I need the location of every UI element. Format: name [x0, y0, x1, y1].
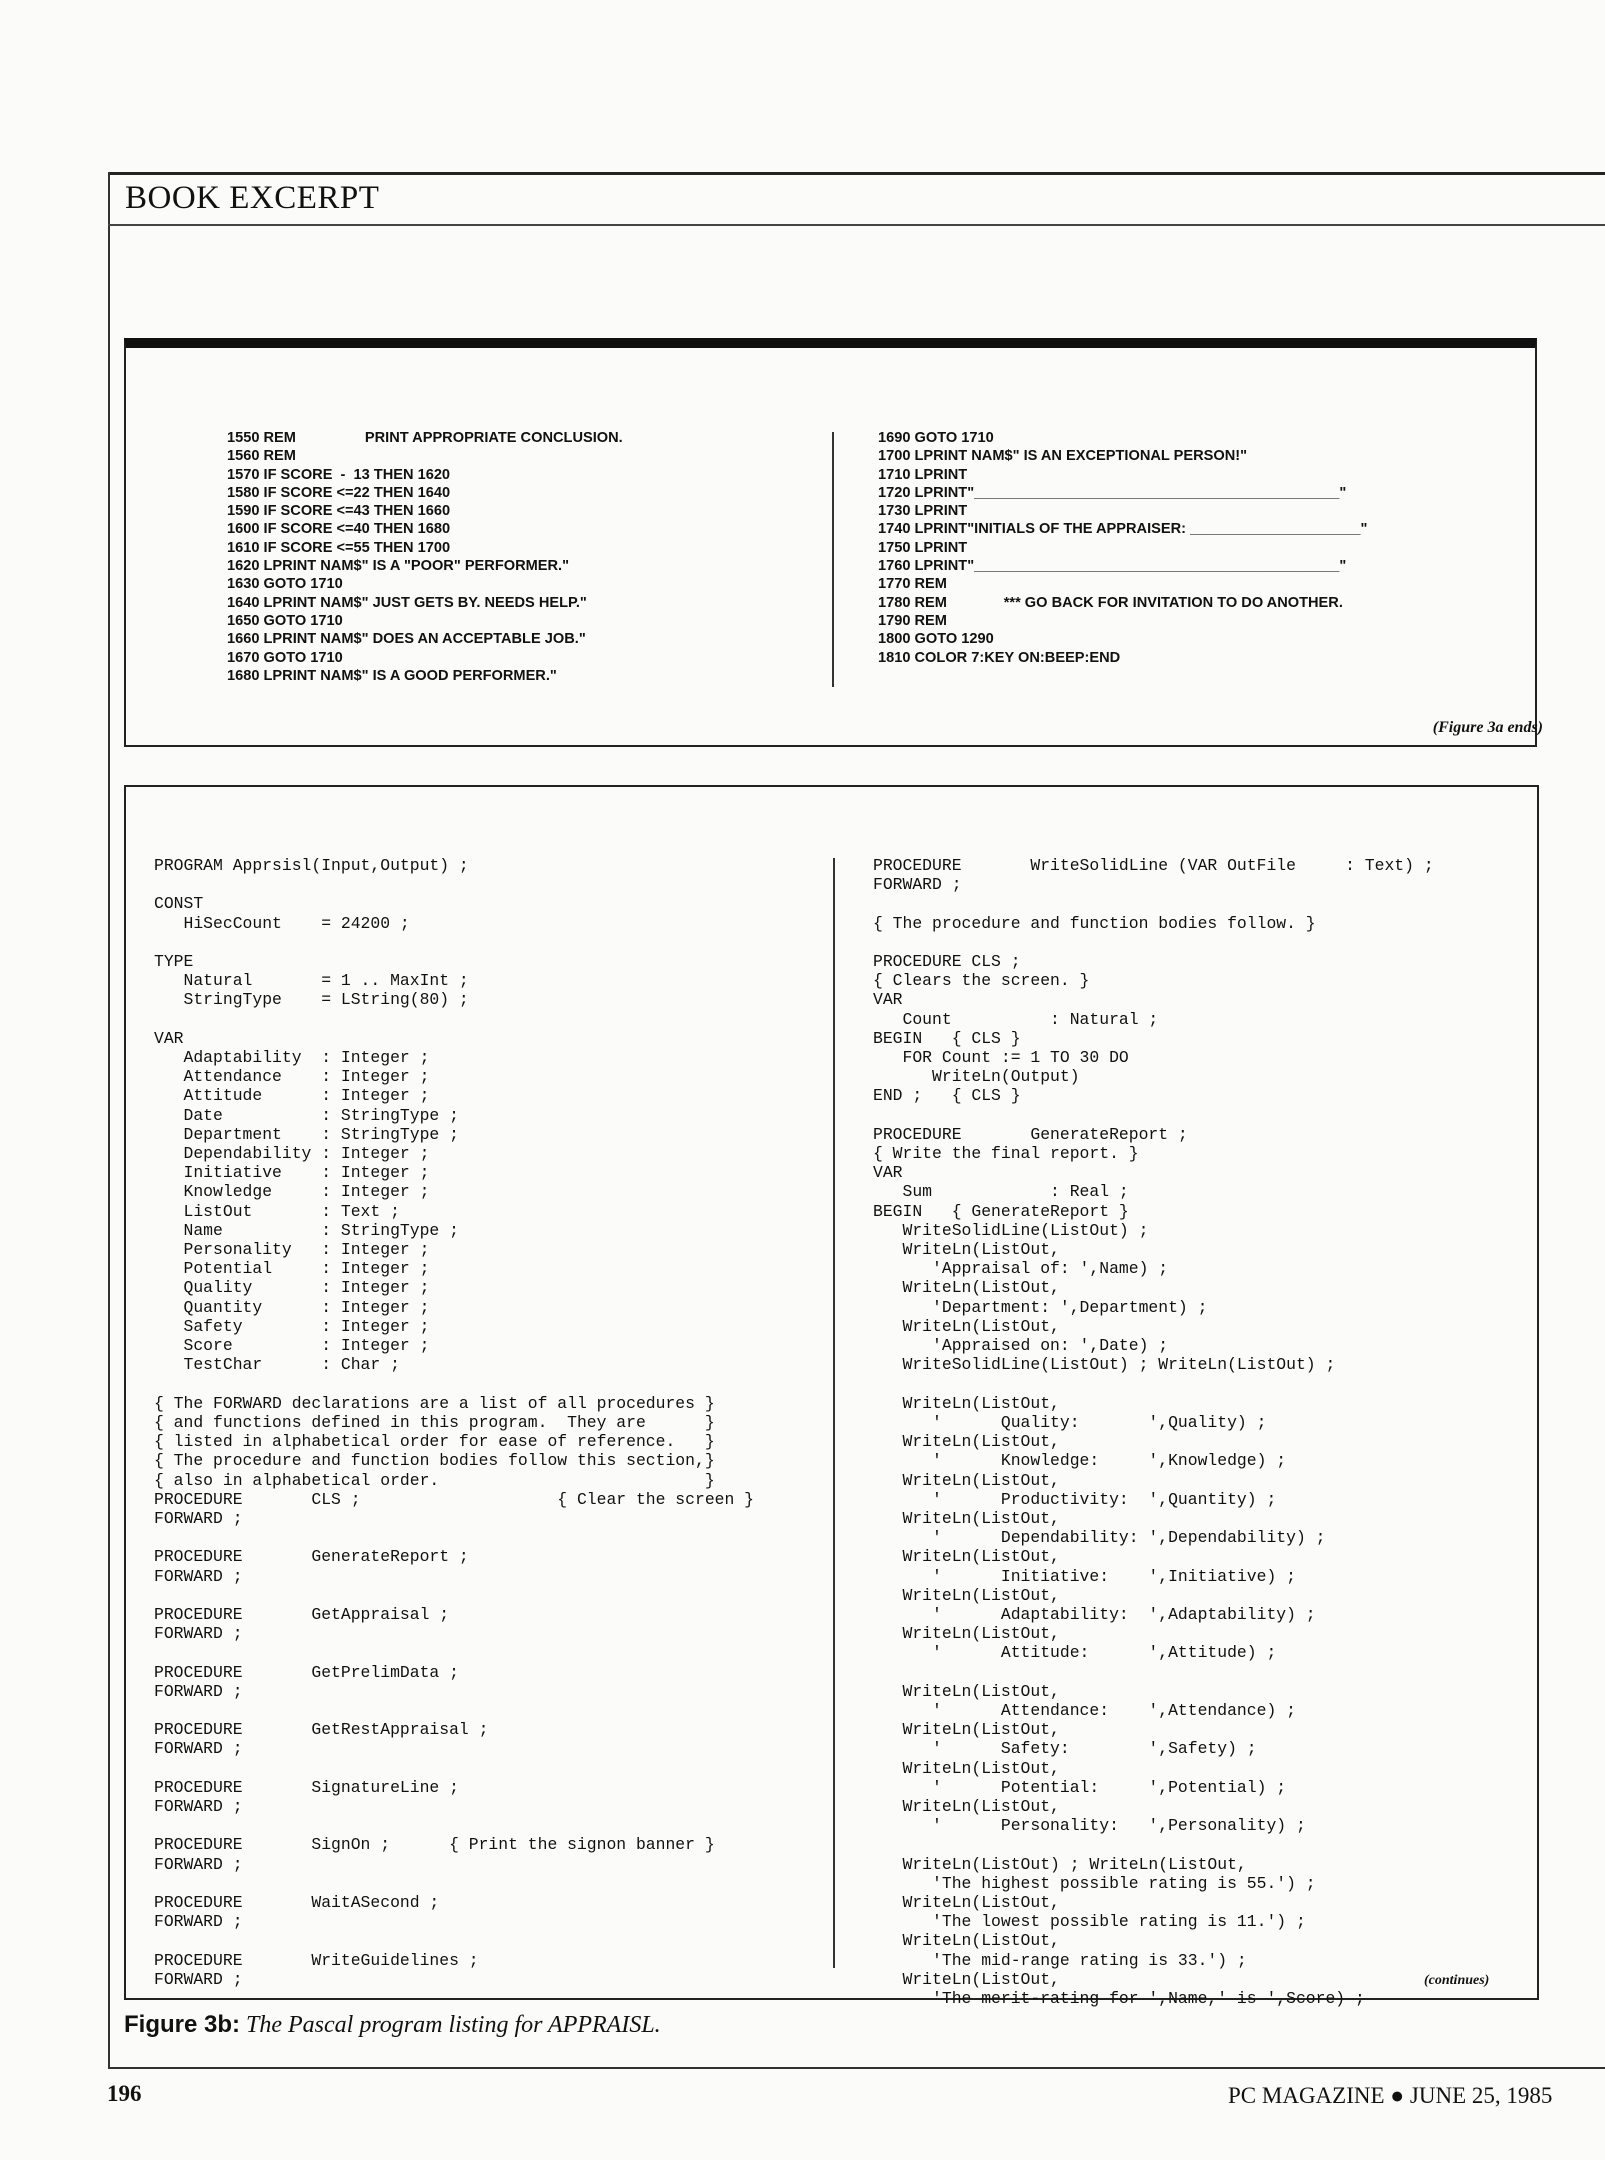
figure-caption-label: Figure 3b: — [124, 2011, 241, 2038]
figure-3a-left-listing: 1550 REM PRINT APPROPRIATE CONCLUSION. 1560 REM 1570 IF SCORE - 13 THEN 1620 1580 IF SCORE <=22 THEN 1640 1590 IF SCORE <=43 THEN 1660 1600 IF SCORE <=40 THEN 1680 1610 IF SCORE <=55 THEN 1700 1620 LPRINT NAM$" IS A "POOR" PERFORMER." 1630 GOTO 1710 1640 LPRINT NAM$" JUST GETS BY. NEEDS HELP." 1650 GOTO 1710 1660 LPRINT NAM$" DOES AN ACCEPTABLE JOB." 1670 GOTO 1710 1680 LPRINT NAM$" IS A GOOD PERFORMER." — [227, 430, 623, 684]
footer-rule — [108, 2067, 1605, 2069]
section-label: BOOK EXCERPT — [125, 180, 380, 216]
figure-3b-column-divider — [833, 858, 835, 1968]
figure-3b-left-listing: PROGRAM Apprsisl(Input,Output) ; CONST HiSecCount = 24200 ; TYPE Natural = 1 .. MaxInt ; StringType = LString(80) ; VAR Adaptability : Integer ; Attendance : Integer ; Attitude : Integer ; Date : StringType ; Department : StringType ; Dependability : Integer ; Initiative : Integer ; Knowledge : Integer ; ListOut : Text ; Name : StringType ; Personality : Integer ; Potential : Integer ; Quality : Integer ; Quantity : Integer ; Safety : Integer ; Score : Integer ; TestChar : Char ; { The FORWARD declarations are a list of all procedures } { and functions defined in this program. They are } { listed in alphabetical order for ease of reference. } { The procedure and function bodies follow this section,} { also in alphabetical order. } PROCEDURE CLS ; { Clear the screen } FORWARD ; PROCEDURE GenerateReport ; FORWARD ; PROCEDURE GetAppraisal ; FORWARD ; PROCEDURE GetPrelimData ; FORWARD ; PROCEDURE GetRestAppraisal ; FORWARD ; PROCEDURE SignatureLine ; FORWARD ; PROCEDURE SignOn ; { Print the signon banner } FORWARD ; PROCEDURE WaitASecond ; FORWARD ; PROCEDURE WriteGuidelines ; FORWARD ; — [154, 856, 754, 1989]
page-frame-top-rule — [108, 172, 1605, 175]
header-underline-rule — [108, 224, 1605, 226]
figure-caption — [124, 2011, 661, 2039]
figure-3a-column-divider — [832, 432, 834, 687]
continues-note: (continues) — [1424, 1973, 1490, 1988]
figure-3b-right-listing: PROCEDURE WriteSolidLine (VAR OutFile : Text) ; FORWARD ; { The procedure and function bodies follow. } PROCEDURE CLS ; { Clears the screen. } VAR Count : Natural ; BEGIN { CLS } FOR Count := 1 TO 30 DO WriteLn(Output) END ; { CLS } PROCEDURE GenerateReport ; { Write the final report. } VAR Sum : Real ; BEGIN { GenerateReport } WriteSolidLine(ListOut) ; WriteLn(ListOut, 'Appraisal of: ',Name) ; WriteLn(ListOut, 'Department: ',Department) ; WriteLn(ListOut, 'Appraised on: ',Date) ; WriteSolidLine(ListOut) ; WriteLn(ListOut) ; WriteLn(ListOut, ' Quality: ',Quality) ; WriteLn(ListOut, ' Knowledge: ',Knowledge) ; WriteLn(ListOut, ' Productivity: ',Quantity) ; WriteLn(ListOut, ' Dependability: ',Dependability) ; WriteLn(ListOut, ' Initiative: ',Initiative) ; WriteLn(ListOut, ' Adaptability: ',Adaptability) ; WriteLn(ListOut, ' Attitude: ',Attitude) ; WriteLn(ListOut, ' Attendance: ',Attendance) ; WriteLn(ListOut, ' Safety: ',Safety) ; WriteLn(ListOut, ' Potential: ',Potential) ; WriteLn(ListOut, ' Personality: ',Personality) ; WriteLn(ListOut) ; WriteLn(ListOut, 'The highest possible rating is 55.') ; WriteLn(ListOut, 'The lowest possible rating is 11.') ; WriteLn(ListOut, 'The mid-range rating is 33.') ; WriteLn(ListOut, 'The merit-rating for ',Name,' is ',Score) ; — [873, 856, 1434, 2008]
page-frame-left-rule — [108, 172, 110, 2069]
running-footer: PC MAGAZINE ● JUNE 25, 1985 — [1228, 2083, 1553, 2108]
figure-caption-text: The Pascal program listing for APPRAISL. — [240, 2012, 661, 2038]
figure-3a-end-note: (Figure 3a ends) — [1432, 719, 1543, 736]
page-number: 196 — [107, 2081, 142, 2106]
figure-3a-right-listing: 1690 GOTO 1710 1700 LPRINT NAM$" IS AN EXCEPTIONAL PERSON!" 1710 LPRINT 1720 LPRINT"_____________________________________________" 1730 LPRINT 1740 LPRINT"INITIALS OF THE APPRAISER: _____________________" 1750 LPRINT 1760 LPRINT"_____________________________________________" 1770 REM 1780 REM *** GO BACK FOR INVITATION TO DO ANOTHER. 1790 REM 1800 GOTO 1290 1810 COLOR 7:KEY ON:BEEP:END — [878, 430, 1368, 666]
